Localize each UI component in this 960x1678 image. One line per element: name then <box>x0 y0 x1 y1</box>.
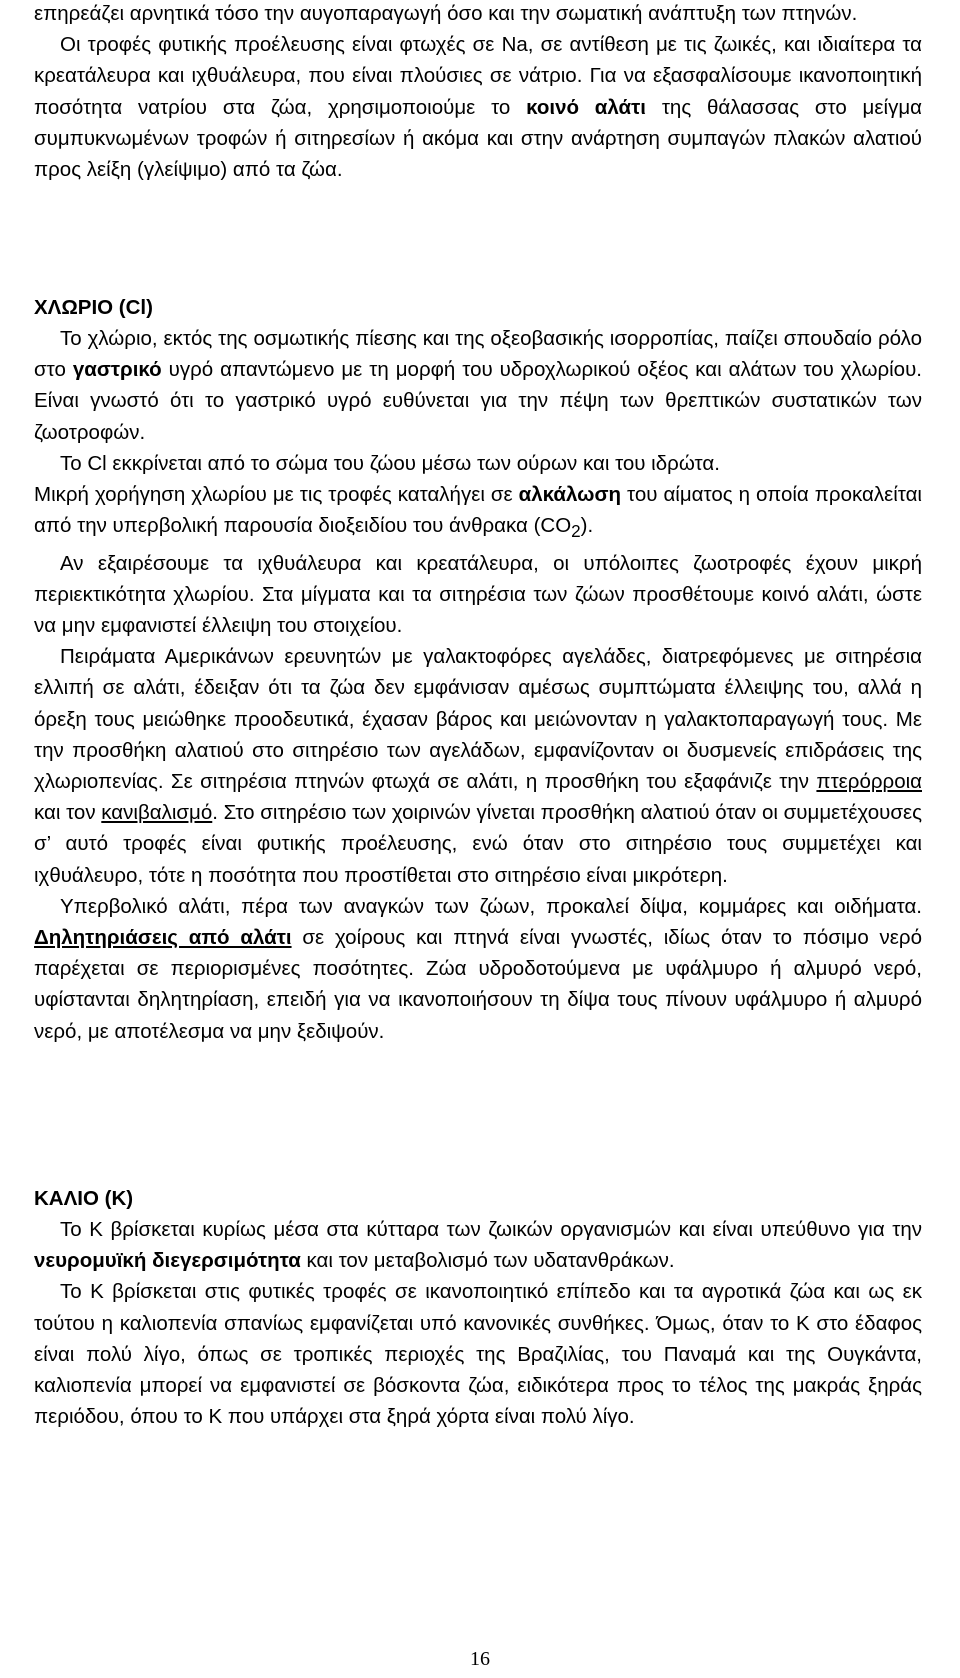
potassium-paragraph <box>34 1214 922 1276</box>
underlined-term: Δηλητηριάσεις από αλάτι <box>34 925 292 949</box>
continuation-paragraph: επηρεάζει αρνητικά τόσο την αυγοπαραγωγή όσο και την σωματική ανάπτυξη των πτηνών. <box>34 2 858 25</box>
text-run: Υπερβολικό αλάτι, πέρα των αναγκών των ζώων, προκαλεί δίψα, κομμάρες και οιδήματα. <box>60 894 922 918</box>
text-run: σε χοίρους και πτηνά είναι γνωστές, ιδίως όταν το πόσιμο νερό παρέχεται σε περιορισμένες ποσότητες. Ζώα υδροδοτούμενα με υφάλμυρο ή αλμυρό νερό, υφίστανται δηλητηρίαση, επειδή για να ικανοποιήσουν τη δίψα τους πίνουν υφάλμυρο ή αλμυρό νερό, με αποτέλεσμα να μην ξεδιψούν. <box>34 925 922 1043</box>
underlined-term: πτερόρροια <box>816 769 922 793</box>
chlorine-paragraph: Αν εξαιρέσουμε τα ιχθυάλευρα και κρεατάλευρα, οι υπόλοιπες ζωοτροφές έχουν μικρή περιεκτικότητα χλωρίου. Στα μίγματα και τα σιτηρέσια των ζώων προσθέτουμε κοινό αλάτι, ώστε να μην εμφανιστεί έλλειψη του στοιχείου. <box>34 551 922 637</box>
text-run: Το χλώριο, εκτός της οσμωτικής πίεσης και της οξεοβασικής ισορροπίας, παίζει σπουδαίο ρόλο στο <box>34 327 922 382</box>
text-run: Πειράματα Αμερικάνων ερευνητών με γαλακτοφόρες αγελάδες, διατρεφόμενες με σιτηρέσια ελλιπή σε αλάτι, έδειξαν ότι τα ζώα δεν εμφάνισαν αμέσως συμπτώματα έλλειψης του, αλλά η όρεξη τους μειώθηκε προοδευτικά, έχασαν βάρος και μειώνονταν η γαλακτοπαραγωγή τους. Με την προσθήκη αλατιού στο σιτηρέσιο των αγελάδων, εμφανίζονταν οι δυσμενείς επιδράσεις της χλωριοπενίας. Σε σιτηρέσια πτηνών φτωχά σε αλάτι, η προσθήκη του εξαφάνιζε την <box>34 645 922 793</box>
bold-underlined-term <box>34 926 292 949</box>
chlorine-paragraph <box>34 323 922 448</box>
intro-section <box>34 0 922 185</box>
section-heading-potassium: ΚΑΛΙΟ (K) <box>34 1187 134 1210</box>
text-run: υγρό απαντώμενο με τη μορφή του υδροχλωρικού οξέος και αλάτων του χλωρίου. Είναι γνωστό ότι το γαστρικό υγρό ευθύνεται για την πέψη των θρεπτικών συστατικών των ζωοτροφών. <box>34 358 922 444</box>
section-heading-chlorine: ΧΛΩΡΙΟ (Cl) <box>34 296 153 319</box>
chlorine-paragraph <box>34 891 922 1047</box>
chlorine-section <box>34 323 922 1047</box>
bold-term: γαστρικό <box>72 358 162 382</box>
potassium-paragraph: Το K βρίσκεται στις φυτικές τροφές σε ικανοποιητικό επίπεδο και τα αγροτικά ζώα και ως εκ τούτου η καλιοπενία σπανίως εμφανίζεται υπό κανονικές συνθήκες. Όμως, όταν το K στο έδαφος είναι πολύ λίγο, όπως σε τροπικές περιοχές της Βραζιλίας, του Παναμά και της Ουγκάντα, καλιοπενία μπορεί να εμφανιστεί σε βόσκοντα ζώα, ειδικότερα προς το τέλος της μακράς ξηράς περιόδου, όπου το K που υπάρχει στα ξηρά χόρτα είναι πολύ λίγο. <box>34 1280 922 1429</box>
text-run: και τον <box>34 801 102 825</box>
page-number: 16 <box>470 1648 490 1670</box>
text-run: ). <box>580 514 594 538</box>
chlorine-paragraph <box>34 479 922 548</box>
chlorine-paragraph <box>34 641 922 891</box>
text-run: Μικρή χορήγηση χλωρίου με τις τροφές καταλήγει σε <box>34 483 519 507</box>
sodium-sources-paragraph <box>34 29 922 185</box>
underlined-term: κανιβαλισμό <box>101 801 213 825</box>
text-run: Οι τροφές φυτικής προέλευσης είναι φτωχές σε Na, σε αντίθεση με τις ζωικές, και ιδιαίτερα τα κρεατάλευρα και ιχθυάλευρα, που είναι πλούσιες σε νάτριο. Για να εξασφαλίσουμε ικανοποιητική ποσότητα νατρίου στα ζώα, χρησιμοποιούμε το <box>34 33 922 119</box>
text-run: . Στο σιτηρέσιο των χοιρινών γίνεται προσθήκη αλατιού όταν οι συμμετέχουσες σ’ αυτό τροφές είναι φυτικής προέλευσης, ενώ όταν στο σιτηρέσιο τους συμμετέχει και ιχθυάλευρο, τότε η ποσότητα που προστίθεται στο σιτηρέσιο είναι μικρότερη. <box>34 801 922 887</box>
chlorine-paragraph: Το Cl εκκρίνεται από το σώμα του ζώου μέσω των ούρων και του ιδρώτα. <box>60 451 720 475</box>
text-run: Το K βρίσκεται κυρίως μέσα στα κύτταρα των ζωικών οργανισμών και είναι υπεύθυνο για την <box>60 1218 922 1241</box>
potassium-section <box>34 1214 922 1432</box>
text-run: της θάλασσας στο μείγμα συμπυκνωμένων τροφών ή σιτηρεσίων ή ακόμα και στην ανάρτηση συμπαγών πλακών αλατιού προς λείξη (γλείψιμο) από τα ζώα. <box>34 95 922 182</box>
text-run: και τον μεταβολισμό των υδατανθράκων. <box>300 1249 675 1273</box>
text-run: του αίματος η οποία προκαλείται από την υπερβολική παρουσία διοξειδίου του άνθρακα (CO <box>34 483 922 538</box>
bold-term: κοινό αλάτι <box>526 95 647 119</box>
bold-term: αλκάλωση <box>518 483 622 507</box>
bold-term: νευρομυϊκή διεγερσιμότητα <box>34 1249 301 1273</box>
subscript: 2 <box>571 522 581 542</box>
